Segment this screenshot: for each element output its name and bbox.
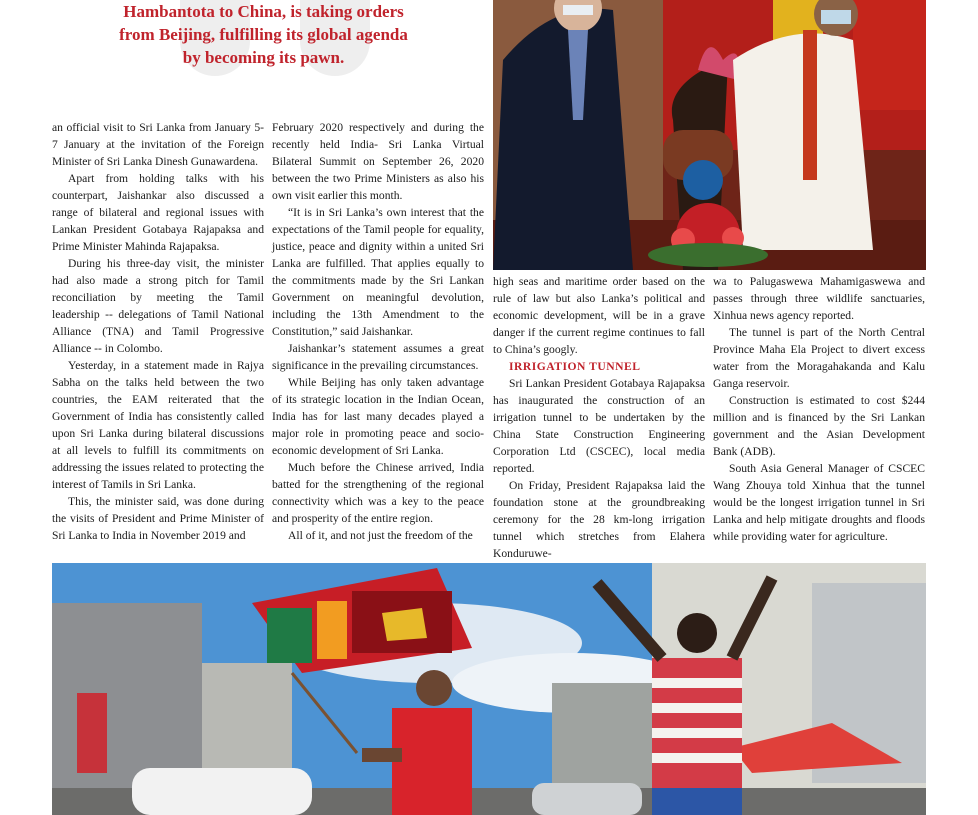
pull-quote-line: by becoming its pawn.	[182, 48, 345, 67]
paragraph: February 2020 respectively and during the recently held India- Sri Lanka Virtual Bilateral Summit on September 26, 2020 between the two Prime Ministers as also his own visit earlier this month.	[272, 121, 484, 202]
paragraph: While Beijing has only taken advantage of its strategic location in the Indian Ocean, India has for last many decades played a major role in promoting peace and socio-economic development of Sri Lanka.	[272, 376, 484, 457]
article-column-2	[272, 119, 484, 544]
article-column-1	[52, 119, 264, 544]
paragraph: an official visit to Sri Lanka from January 5-7 January at the invitation of the Foreign Minister of Sri Lanka Dinesh Gunawardena.	[52, 121, 264, 168]
article-column-3	[493, 273, 705, 562]
paragraph: Jaishankar’s statement assumes a great significance in the prevailing circumstances.	[272, 342, 484, 372]
pull-quote	[56, 0, 471, 69]
article-column-4	[713, 273, 925, 545]
top-photo-officials-meeting	[493, 0, 926, 270]
paragraph: This, the minister said, was done during the visits of President and Prime Minister of Sri Lanka to India in November 2019 and	[52, 495, 264, 542]
paragraph: All of it, and not just the freedom of the	[288, 529, 473, 542]
paragraph: Yesterday, in a statement made in Rajya Sabha on the talks held between the two countries, the EAM reiterated that the Government of India has consistently called upon Sri Lanka during bilateral discussions at all levels to fulfill its commitments on addressing the issues related to protecting the interest of Tamils in Sri Lanka.	[52, 359, 264, 491]
pull-quote-line: from Beijing, fulfilling its global agenda	[119, 25, 408, 44]
section-subhead: IRRIGATION TUNNEL	[509, 360, 641, 373]
paragraph: high seas and maritime order based on the rule of law but also Lanka’s political and economic development, will be in a grave danger if the current regime continues to fall to China’s googly.	[493, 275, 705, 356]
paragraph: Construction is estimated to cost $244 million and is financed by the Sri Lankan government and the Asian Development Bank (ADB).	[713, 394, 925, 458]
pull-quote-line: Hambantota to China, is taking orders	[123, 2, 404, 21]
bottom-photo-street-celebration	[52, 563, 926, 815]
paragraph: Apart from holding talks with his counterpart, Jaishankar also discussed a range of bilateral and regional issues with Lankan President Gotabaya Rajapaksa and Prime Minister Mahinda Rajapaksa.	[52, 172, 264, 253]
officials-photo-illustration	[493, 0, 926, 270]
paragraph: Sri Lankan President Gotabaya Rajapaksa has inaugurated the construction of an irrigation tunnel to be undertaken by the China State Construction Engineering Corporation Ltd (CSCEC), local media reported.	[493, 377, 705, 475]
paragraph: wa to Palugaswewa Mahamigaswewa and passes through three wildlife sanctuaries, Xinhua news agency reported.	[713, 275, 925, 322]
street-photo-illustration	[52, 563, 926, 815]
paragraph: During his three-day visit, the minister had also made a strong pitch for Tamil reconciliation by meeting the Tamil leadership -- delegations of Tamil National Alliance (TNA) and Tamil Progressive Alliance -- in Colombo.	[52, 257, 264, 355]
paragraph: “It is in Sri Lanka’s own interest that the expectations of the Tamil people for equality, justice, peace and dignity within a united Sri Lanka are fulfilled. That applies equally to the commitments made by the Sri Lankan Government on meaningful devolution, including the 13th Amendment to the Constitution,” said Jaishankar.	[272, 206, 484, 338]
paragraph: South Asia General Manager of CSCEC Wang Zhouya told Xinhua that the tunnel would be the longest irrigation tunnel in Sri Lanka and help mitigate droughts and floods while providing water for agriculture.	[713, 462, 925, 543]
paragraph: Much before the Chinese arrived, India batted for the strengthening of the regional connectivity which was a key to the peace and prosperity of the entire region.	[272, 461, 484, 525]
paragraph: On Friday, President Rajapaksa laid the foundation stone at the groundbreaking ceremony for the 28 km-long irrigation tunnel which stretches from Elahera Konduruwe-	[493, 479, 705, 560]
paragraph: The tunnel is part of the North Central Province Maha Ela Project to divert excess water from the Moragahakanda and Kalu Ganga reservoir.	[713, 326, 925, 390]
